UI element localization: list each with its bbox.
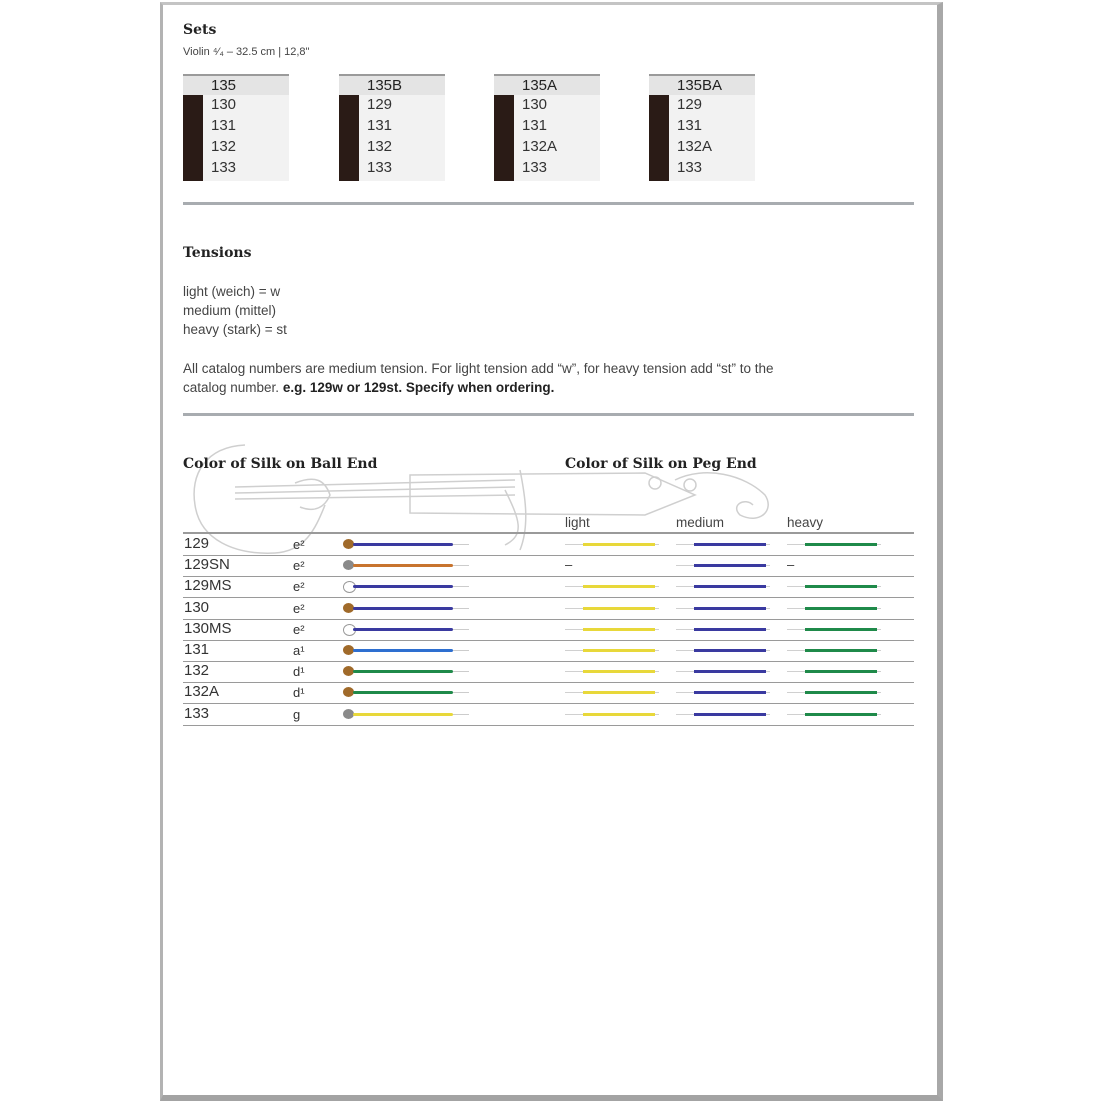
peg-wire xyxy=(766,544,770,545)
peg-wire xyxy=(676,565,694,566)
peg-wire xyxy=(877,650,881,651)
peg-wire xyxy=(655,692,659,693)
peg-medium-swatch xyxy=(694,607,766,610)
set-color-bar xyxy=(339,95,359,181)
peg-medium-swatch xyxy=(694,564,766,567)
string-wire xyxy=(453,544,469,545)
silk-row xyxy=(183,661,914,683)
ball-silk-swatch xyxy=(353,564,453,567)
peg-medium-swatch xyxy=(694,543,766,546)
peg-wire xyxy=(766,692,770,693)
peg-wire xyxy=(565,608,583,609)
set-string: 131 xyxy=(367,117,393,134)
col-heavy: heavy xyxy=(787,515,824,530)
string-wire xyxy=(453,608,469,609)
peg-medium-swatch xyxy=(694,649,766,652)
peg-wire xyxy=(766,608,770,609)
ball-silk-swatch xyxy=(353,713,453,716)
set-string: 132 xyxy=(367,138,393,155)
tension-medium: medium (mittel) xyxy=(183,303,277,318)
catalog-number: 131 xyxy=(184,641,210,658)
peg-wire xyxy=(676,586,694,587)
set-string: 132 xyxy=(211,138,237,155)
set-box xyxy=(339,74,445,182)
set-name: 135 xyxy=(211,77,237,94)
peg-wire xyxy=(565,671,583,672)
silk-row xyxy=(183,534,914,556)
silk-row xyxy=(183,576,914,598)
violin-string xyxy=(235,487,515,493)
set-color-bar xyxy=(649,95,669,181)
violin-string xyxy=(235,480,515,487)
peg-wire xyxy=(766,629,770,630)
ball-silk-swatch xyxy=(353,670,453,673)
peg-medium-swatch xyxy=(694,691,766,694)
peg-wire xyxy=(766,586,770,587)
catalog-number: 132A xyxy=(184,683,220,701)
divider xyxy=(183,413,914,416)
peg-wire xyxy=(655,650,659,651)
silk-row xyxy=(183,555,914,577)
catalog-number: 129 xyxy=(184,535,210,552)
set-string: 132A xyxy=(522,138,558,155)
divider xyxy=(183,202,914,205)
peg-wire xyxy=(676,544,694,545)
set-string: 132A xyxy=(677,138,713,155)
peg-medium-swatch xyxy=(694,670,766,673)
peg-wire xyxy=(877,714,881,715)
peg-wire xyxy=(766,650,770,651)
catalog-number: 130 xyxy=(184,598,210,616)
string-wire xyxy=(453,692,469,693)
catalog-number: 129MS xyxy=(184,577,232,595)
tension-heavy: heavy (stark) = st xyxy=(183,322,287,337)
catalog-number: 129SN xyxy=(184,556,230,574)
ball-silk-swatch xyxy=(353,691,453,694)
set-box xyxy=(183,74,289,182)
string-note: e² xyxy=(293,579,305,595)
peg-wire xyxy=(655,586,659,587)
peg-light-swatch xyxy=(583,543,655,546)
ball-silk-swatch xyxy=(353,628,453,631)
tension-note-bold: e.g. 129w or 129st. Specify when ordering. xyxy=(282,380,555,395)
ball-silk-swatch xyxy=(353,585,453,588)
peg-medium-swatch xyxy=(694,585,766,588)
string-note: a¹ xyxy=(293,643,305,658)
peg-light-swatch xyxy=(583,713,655,716)
peg-wire xyxy=(676,692,694,693)
peg-heavy-none: – xyxy=(787,557,795,573)
set-string: 130 xyxy=(211,96,237,113)
peg-end-title: Color of Silk on Peg End xyxy=(565,456,757,472)
set-string: 129 xyxy=(367,96,393,113)
peg-wire xyxy=(676,650,694,651)
string-note: d¹ xyxy=(293,664,305,680)
peg-wire xyxy=(766,714,770,715)
peg-wire xyxy=(676,608,694,609)
peg-wire xyxy=(787,714,805,715)
set-box xyxy=(649,74,755,182)
set-name: 135A xyxy=(522,77,558,94)
set-name: 135B xyxy=(367,77,403,94)
peg-heavy-swatch xyxy=(805,628,877,631)
col-medium: medium xyxy=(676,515,725,530)
set-string: 129 xyxy=(677,96,703,113)
peg-wire xyxy=(787,608,805,609)
peg-wire xyxy=(766,565,770,566)
set-header xyxy=(339,74,445,97)
violin-fhole xyxy=(295,479,330,509)
peg-wire xyxy=(565,544,583,545)
string-note: d¹ xyxy=(293,685,305,701)
string-wire xyxy=(453,586,469,587)
catalog-number: 130MS xyxy=(184,619,232,637)
string-note: e² xyxy=(293,621,305,637)
set-string: 133 xyxy=(367,159,393,176)
string-wire xyxy=(453,650,469,651)
string-note: e² xyxy=(293,537,305,552)
set-string: 133 xyxy=(677,159,703,176)
peg-wire xyxy=(655,608,659,609)
set-color-bar xyxy=(494,95,514,181)
peg-wire xyxy=(787,692,805,693)
peg-wire xyxy=(565,692,583,693)
string-wire xyxy=(453,629,469,630)
peg-wire xyxy=(655,629,659,630)
peg-wire xyxy=(877,692,881,693)
set-string: 130 xyxy=(522,96,548,113)
violin-string xyxy=(235,495,515,499)
peg-light-swatch xyxy=(583,649,655,652)
peg-wire xyxy=(877,608,881,609)
peg-wire xyxy=(565,650,583,651)
peg-wire xyxy=(565,586,583,587)
string-wire xyxy=(453,565,469,566)
ball-silk-swatch xyxy=(353,649,453,652)
set-string: 131 xyxy=(211,117,237,134)
peg-heavy-swatch xyxy=(805,585,877,588)
peg-wire xyxy=(787,671,805,672)
tension-note-line2 xyxy=(183,380,554,395)
peg-heavy-swatch xyxy=(805,670,877,673)
set-header xyxy=(494,74,600,97)
peg-medium-swatch xyxy=(694,713,766,716)
peg-wire xyxy=(877,629,881,630)
set-string: 131 xyxy=(677,117,703,134)
set-box xyxy=(494,74,600,182)
string-wire xyxy=(453,714,469,715)
peg-wire xyxy=(877,544,881,545)
peg-wire xyxy=(565,629,583,630)
peg-light-swatch xyxy=(583,691,655,694)
violin-peg xyxy=(684,479,696,491)
tensions-title: Tensions xyxy=(183,245,252,261)
peg-wire xyxy=(655,671,659,672)
peg-wire xyxy=(877,671,881,672)
set-string: 133 xyxy=(211,159,237,176)
ball-silk-swatch xyxy=(353,543,453,546)
peg-heavy-swatch xyxy=(805,607,877,610)
string-note: e² xyxy=(293,600,305,616)
ball-end-title: Color of Silk on Ball End xyxy=(183,456,378,472)
peg-wire xyxy=(877,586,881,587)
string-wire xyxy=(453,671,469,672)
peg-medium-swatch xyxy=(694,628,766,631)
set-color-bar xyxy=(183,95,203,181)
peg-wire xyxy=(787,544,805,545)
peg-light-swatch xyxy=(583,670,655,673)
sets-subtitle: Violin ⁴⁄₄ – 32.5 cm | 12,8" xyxy=(183,46,310,58)
ball-silk-swatch xyxy=(353,607,453,610)
sets-title: Sets xyxy=(183,22,217,38)
catalog-number: 132 xyxy=(184,662,210,680)
violin-peg xyxy=(649,477,661,489)
silk-row xyxy=(183,704,914,726)
col-light: light xyxy=(565,515,590,530)
peg-wire xyxy=(565,714,583,715)
set-string: 133 xyxy=(522,159,548,176)
set-string: 131 xyxy=(522,117,548,134)
tension-note-plain: catalog number. xyxy=(183,380,280,395)
peg-wire xyxy=(787,650,805,651)
set-header xyxy=(183,74,289,97)
violin-neck xyxy=(410,473,695,515)
peg-heavy-swatch xyxy=(805,713,877,716)
peg-wire xyxy=(676,629,694,630)
peg-light-swatch xyxy=(583,585,655,588)
silk-row xyxy=(183,619,914,641)
peg-wire xyxy=(787,586,805,587)
peg-light-none: – xyxy=(565,557,573,573)
peg-wire xyxy=(676,671,694,672)
peg-wire xyxy=(655,714,659,715)
peg-wire xyxy=(655,544,659,545)
peg-light-swatch xyxy=(583,607,655,610)
set-header xyxy=(649,74,755,97)
peg-heavy-swatch xyxy=(805,691,877,694)
peg-wire xyxy=(676,714,694,715)
silk-row xyxy=(183,682,914,704)
peg-wire xyxy=(787,629,805,630)
catalog-number: 133 xyxy=(184,704,210,722)
silk-row xyxy=(183,598,914,620)
peg-heavy-swatch xyxy=(805,543,877,546)
string-note: g xyxy=(293,706,301,722)
set-name: 135BA xyxy=(677,77,723,94)
peg-wire xyxy=(766,671,770,672)
silk-row xyxy=(183,640,914,662)
tension-note-line1: All catalog numbers are medium tension. For light tension add “w”, for heavy tension add “st” to the xyxy=(183,361,774,376)
tension-light: light (weich) = w xyxy=(183,284,281,299)
string-note: e² xyxy=(293,558,305,574)
peg-light-swatch xyxy=(583,628,655,631)
peg-heavy-swatch xyxy=(805,649,877,652)
